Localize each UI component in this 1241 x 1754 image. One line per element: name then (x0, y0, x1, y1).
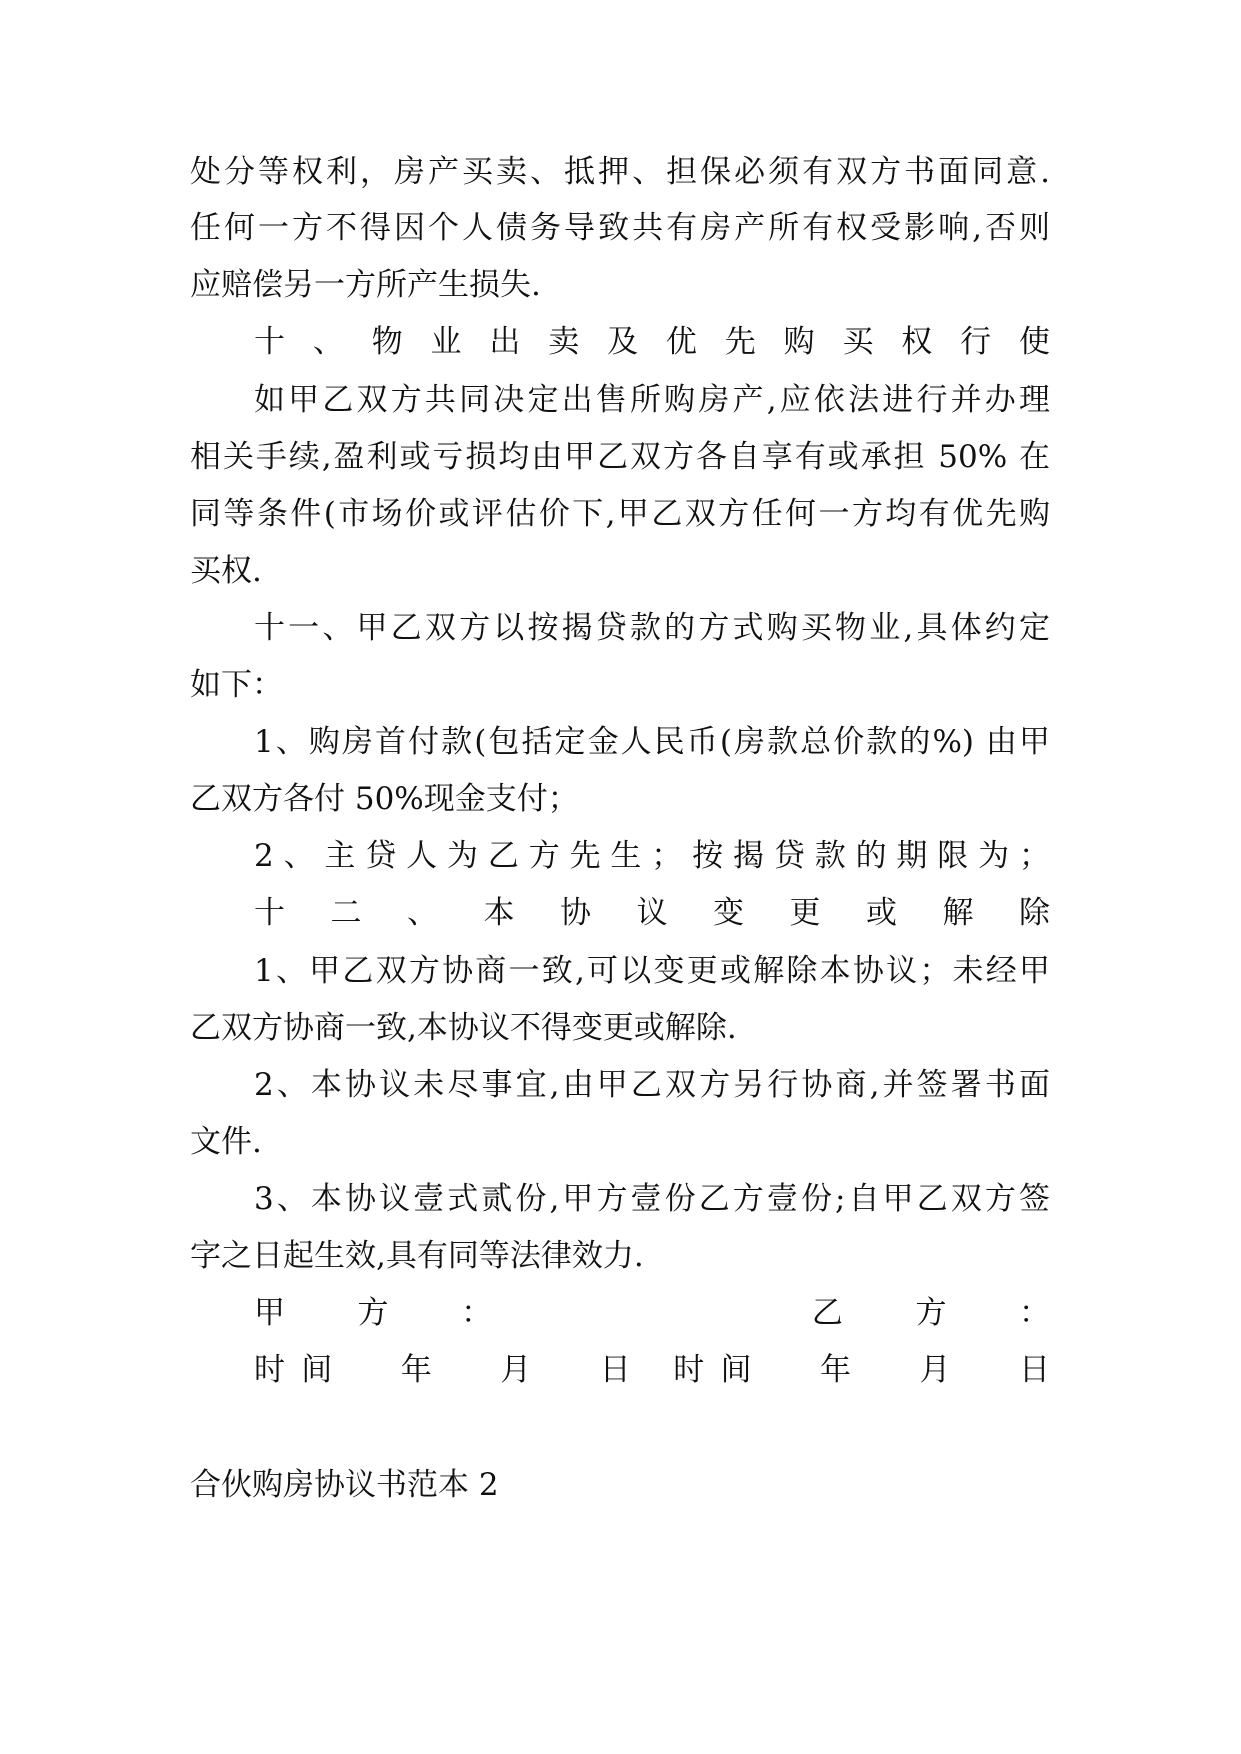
text-line: 如甲乙双方共同决定出售所购房产,应依法进行并办理 (254, 382, 1050, 418)
text-line: 1、购房首付款(包括定金人民币(房款总价款的%) 由甲 (254, 724, 1050, 760)
section-heading-10: 十、物业出卖及优先购买权行使 (254, 324, 1050, 360)
section-heading-11: 十一、甲乙双方以按揭贷款的方式购买物业,具体约定 (254, 610, 1050, 646)
signature-parties: 甲方： 乙方： (254, 1295, 1050, 1331)
text-line: 文件. (190, 1124, 262, 1160)
text-line: 字之日起生效,具有同等法律效力. (190, 1238, 644, 1274)
text-line: 应赔偿另一方所产生损失. (190, 267, 541, 303)
text-line: 3、本协议壹式贰份,甲方壹份乙方壹份;自甲乙双方签 (254, 1181, 1050, 1217)
text-line: 处分等权利，房产买卖、抵押、担保必须有双方书面同意. (190, 154, 1050, 190)
text-line: 任何一方不得因个人债务导致共有房产所有权受影响,否则 (190, 210, 1050, 246)
text-line: 2、主贷人为乙方先生；按揭贷款的期限为； (254, 838, 1050, 874)
text-line: 2、本协议未尽事宜,由甲乙双方另行协商,并签署书面 (254, 1067, 1050, 1103)
section-heading-12: 十二、本协议变更或解除 (254, 895, 1050, 931)
text-line: 1、甲乙双方协商一致,可以变更或解除本协议；未经甲 (254, 953, 1050, 989)
text-line: 乙双方各付 50%现金支付； (190, 781, 579, 817)
text-line: 乙双方协商一致,本协议不得变更或解除. (190, 1010, 737, 1046)
text-line: 如下： (190, 667, 283, 703)
signature-dates: 时间 年 月 日 时间 年 月 日 (254, 1352, 1050, 1388)
text-line: 同等条件(市场价或评估价下,甲乙双方任何一方均有优先购 (190, 496, 1050, 532)
text-line: 相关手续,盈利或亏损均由甲乙双方各自享有或承担 50% 在 (190, 439, 1050, 475)
text-line: 买权. (190, 553, 262, 589)
next-document-title: 合伙购房协议书范本 2 (190, 1467, 499, 1503)
